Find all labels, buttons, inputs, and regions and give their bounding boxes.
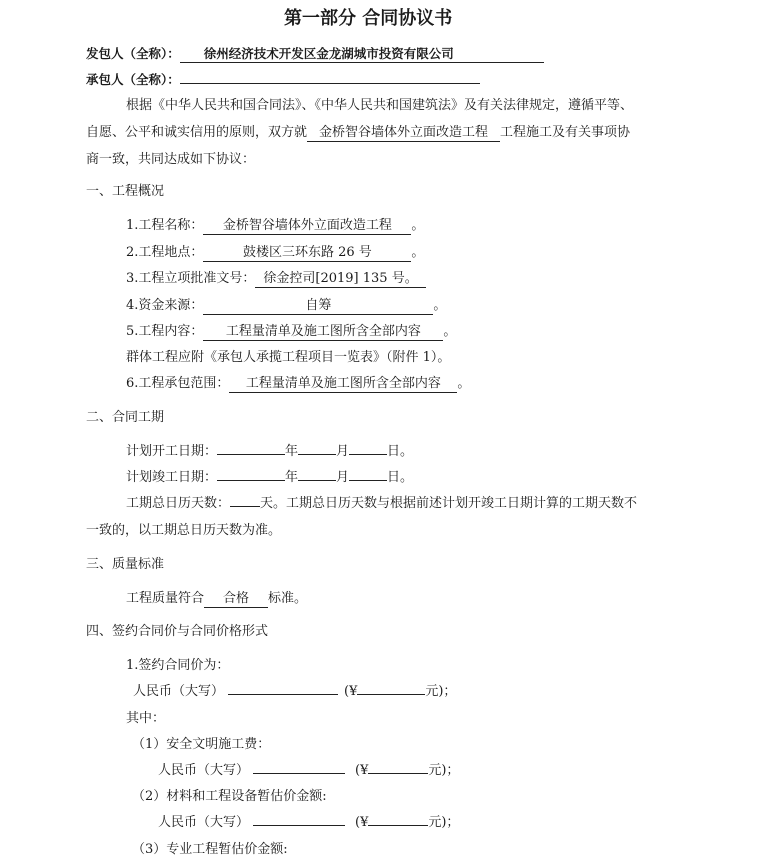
- yen-open: (¥: [355, 763, 369, 778]
- material-rmb-blank: [253, 825, 345, 826]
- project-content-row: [126, 323, 456, 341]
- scope-row: [126, 375, 470, 393]
- contract-price-row: [133, 683, 456, 701]
- finish-date-row: [126, 469, 413, 487]
- yuan-close: 元)；: [428, 763, 460, 778]
- preamble-text-a: 自愿、公平和诚实信用的原则，双方就: [86, 125, 308, 140]
- safety-rmb-blank: [253, 773, 345, 774]
- finish-date-label: 计划竣工日期：: [126, 470, 218, 485]
- rmb-label: 人民币（大写）: [133, 684, 225, 699]
- rmb-label: 人民币（大写）: [158, 815, 250, 830]
- quality-row: [126, 590, 307, 608]
- finish-day-blank: [349, 480, 387, 481]
- employer-name: 徐州经济技术开发区金龙湖城市投资有限公司: [180, 46, 544, 63]
- section3-heading: 三、质量标准: [86, 557, 165, 572]
- employer-label: 发包人（全称）：: [86, 46, 180, 61]
- total-days-text: 天。工期总日历天数与根据前述计划开竣工日期计算的工期天数不: [260, 496, 638, 511]
- project-content-label: 5.工程内容：: [126, 324, 204, 339]
- year-label: 年: [285, 444, 299, 459]
- total-days-row: [126, 495, 637, 513]
- yen-open: (¥: [344, 684, 358, 699]
- finish-month-blank: [298, 480, 336, 481]
- quality-label: 工程质量符合: [126, 591, 205, 606]
- quality-value: 合格: [204, 591, 268, 608]
- preamble-text-c: 工程施工及有关事项协: [500, 125, 631, 140]
- period-mark: 。: [411, 245, 425, 260]
- yuan-close: 元)；: [425, 684, 457, 699]
- approval-row: [126, 270, 426, 288]
- yen-open: (¥: [355, 815, 369, 830]
- rmb-label: 人民币（大写）: [158, 763, 250, 778]
- finish-year-blank: [217, 480, 285, 481]
- start-day-blank: [349, 454, 387, 455]
- section4-heading: 四、签约合同价与合同价格形式: [86, 624, 269, 639]
- total-days-label: 工期总日历天数：: [126, 496, 231, 511]
- contractor-row: [86, 71, 480, 89]
- preamble-line-3: 商一致，共同达成如下协议：: [86, 152, 256, 167]
- preamble-line-1: 根据《中华人民共和国合同法》、《中华人民共和国建筑法》及有关法律规定，遵循平等、: [126, 98, 634, 113]
- period-mark: 。: [411, 218, 425, 233]
- preamble-line-2: [86, 124, 630, 142]
- yuan-close: 元)；: [428, 815, 460, 830]
- project-content-value: 工程量清单及施工图所含全部内容: [203, 324, 443, 341]
- contractor-name-blank: [180, 83, 480, 84]
- scope-label: 6.工程承包范围：: [126, 376, 230, 391]
- group-project-note: 群体工程应附《承包人承揽工程项目一览表》（附件 1）。: [126, 350, 451, 365]
- start-month-blank: [298, 454, 336, 455]
- month-label: 月: [336, 444, 350, 459]
- yen-amount-blank: [357, 694, 425, 695]
- project-site-row: [126, 244, 424, 262]
- material-estimate-label: （2）材料和工程设备暂估价金额:: [132, 789, 327, 804]
- of-which-label: 其中：: [126, 711, 166, 726]
- period-mark: 。: [433, 298, 447, 313]
- safety-fee-row: [158, 762, 459, 780]
- day-label: 日。: [387, 470, 414, 485]
- total-days-blank: [230, 506, 260, 507]
- employer-row: [86, 45, 544, 63]
- start-date-label: 计划开工日期：: [126, 444, 218, 459]
- project-name-row: [126, 217, 424, 235]
- quality-suffix: 标准。: [268, 591, 308, 606]
- contract-price-label: 1.签约合同价为：: [126, 658, 230, 673]
- material-estimate-row: [158, 814, 459, 832]
- project-site-label: 2.工程地点：: [126, 245, 204, 260]
- section2-heading: 二、合同工期: [86, 410, 165, 425]
- start-year-blank: [217, 454, 285, 455]
- rmb-amount-blank: [228, 694, 338, 695]
- year-label: 年: [285, 470, 299, 485]
- start-date-row: [126, 443, 413, 461]
- project-name-inline: 金桥智谷墙体外立面改造工程: [307, 125, 500, 142]
- safety-fee-label: （1）安全文明施工费：: [132, 737, 271, 752]
- project-site-value: 鼓楼区三环东路 26 号: [203, 245, 411, 262]
- fund-source-label: 4.资金来源：: [126, 298, 204, 313]
- safety-yen-blank: [368, 773, 428, 774]
- page-title: 第一部分 合同协议书: [284, 8, 453, 29]
- scope-value: 工程量清单及施工图所含全部内容: [229, 376, 457, 393]
- project-name-label: 1.工程名称：: [126, 218, 204, 233]
- approval-value: 徐金控司[2019] 135 号。: [255, 271, 425, 288]
- month-label: 月: [336, 470, 350, 485]
- day-label: 日。: [387, 444, 414, 459]
- contractor-label: 承包人（全称）：: [86, 72, 180, 87]
- period-mark: 。: [443, 324, 457, 339]
- section1-heading: 一、工程概况: [86, 184, 165, 199]
- project-name-value: 金桥智谷墙体外立面改造工程: [203, 218, 411, 235]
- fund-source-value: 自筹: [203, 298, 433, 315]
- specialty-estimate-label: （3）专业工程暂估价金额:: [132, 842, 288, 857]
- approval-label: 3.工程立项批准文号：: [126, 271, 256, 286]
- fund-source-row: [126, 297, 446, 315]
- material-yen-blank: [368, 825, 428, 826]
- period-mark: 。: [457, 376, 471, 391]
- total-days-row-2: 一致的，以工期总日历天数为准。: [86, 523, 282, 538]
